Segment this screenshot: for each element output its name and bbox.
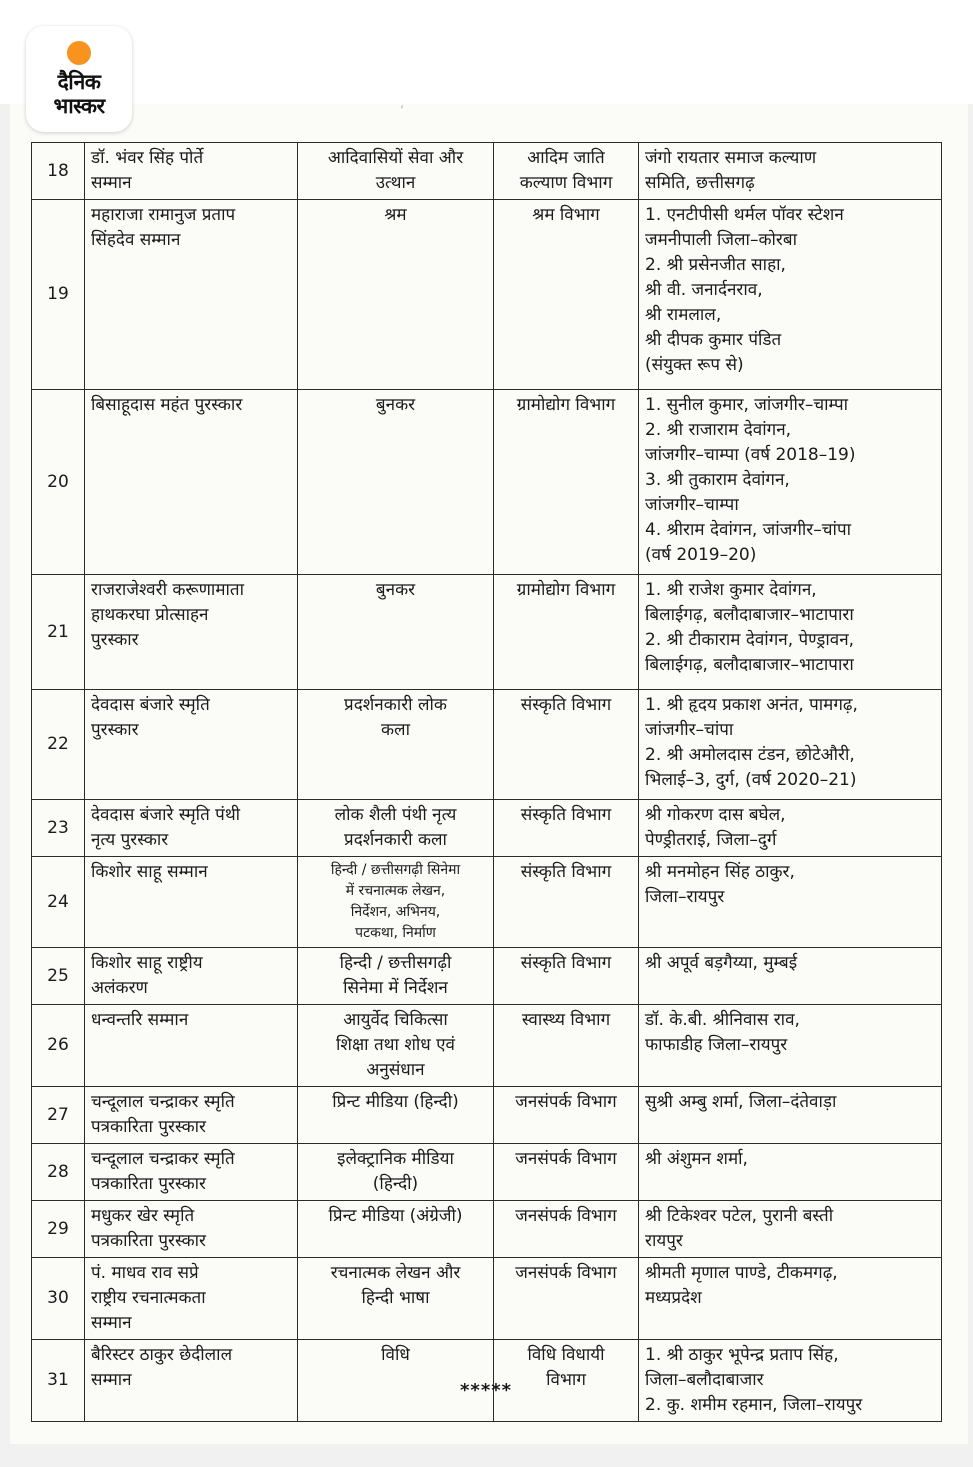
activity-field-line: आयुर्वेद चिकित्सा — [343, 1010, 448, 1030]
winners-line: श्रीमती मृणाल पाण्डे, टीकमगढ़, — [645, 1263, 838, 1283]
department — [494, 1144, 639, 1201]
department — [494, 1087, 639, 1144]
winners-line: भिलाई–3, दुर्ग, (वर्ष 2020–21) — [645, 770, 857, 790]
department — [494, 1201, 639, 1258]
activity-field — [298, 800, 494, 857]
winners-line: 2. श्री राजाराम देवांगन, — [645, 420, 792, 440]
table-row — [32, 1005, 942, 1087]
winners-line: श्री गोकरण दास बघेल, — [645, 805, 786, 825]
winners-line: 2. श्री अमोलदास टंडन, छोटेऔरी, — [645, 745, 855, 765]
activity-field — [298, 948, 494, 1005]
winners-line: बिलाईगढ़, बलौदाबाजार–भाटापारा — [645, 655, 854, 675]
department-line: श्रम विभाग — [532, 205, 600, 225]
table-row — [32, 1258, 942, 1340]
activity-field-line: उत्थान — [375, 173, 416, 193]
activity-field — [298, 690, 494, 800]
winners-line: श्री मनमोहन सिंह ठाकुर, — [645, 862, 795, 882]
winners — [639, 200, 942, 390]
winners-line: श्री टिकेश्वर पटेल, पुरानी बस्ती — [645, 1206, 834, 1226]
winners — [639, 390, 942, 575]
table-row — [32, 1087, 942, 1144]
department-line: जनसंपर्क विभाग — [515, 1149, 617, 1169]
winners-line: 1. एनटीपीसी थर्मल पॉवर स्टेशन — [645, 205, 844, 225]
department-line: विधि विधायी — [527, 1345, 605, 1365]
award-name — [85, 143, 298, 200]
department — [494, 575, 639, 690]
winners-line: (संयुक्त रूप से) — [645, 355, 744, 375]
department-line: जनसंपर्क विभाग — [515, 1206, 617, 1226]
department-line: संस्कृति विभाग — [520, 695, 612, 715]
winners — [639, 690, 942, 800]
award-name-line: अलंकरण — [91, 978, 148, 998]
serial-number: 26 — [32, 1005, 85, 1087]
serial-number: 23 — [32, 800, 85, 857]
table-row — [32, 143, 942, 200]
award-name-line: पुरस्कार — [91, 720, 139, 740]
activity-field-line: कला — [381, 720, 410, 740]
dainik-bhaskar-logo[interactable] — [26, 26, 132, 132]
award-name-line: देवदास बंजारे स्मृति — [91, 695, 210, 715]
activity-field — [298, 1144, 494, 1201]
activity-field — [298, 200, 494, 390]
logo-text-line1: दैनिक — [57, 70, 101, 94]
award-name — [85, 390, 298, 575]
award-name-line: पं. माधव राव सप्रे — [91, 1263, 199, 1283]
winners-line: 1. श्री हृदय प्रकाश अनंत, पामगढ़, — [645, 695, 858, 715]
award-name-line: राष्ट्रीय रचनात्मकता — [91, 1288, 206, 1308]
award-table — [31, 142, 942, 1422]
winners-line: मध्यप्रदेश — [645, 1288, 702, 1308]
activity-field-line: प्रिन्ट मीडिया (हिन्दी) — [332, 1092, 459, 1112]
department-line: कल्याण विभाग — [519, 173, 613, 193]
award-name-line: देवदास बंजारे स्मृति पंथी — [91, 805, 241, 825]
winners-line: बिलाईगढ़, बलौदाबाजार–भाटापारा — [645, 605, 854, 625]
department — [494, 690, 639, 800]
winners-line: 1. सुनील कुमार, जांजगीर–चाम्पा — [645, 395, 849, 415]
award-name-line: सिंहदेव सम्मान — [91, 230, 181, 250]
department — [494, 1258, 639, 1340]
table-row — [32, 1201, 942, 1258]
table-row — [32, 200, 942, 390]
award-name-line: बैरिस्टर ठाकुर छेदीलाल — [91, 1345, 233, 1365]
award-name — [85, 690, 298, 800]
winners-line: 1. श्री ठाकुर भूपेन्द्र प्रताप सिंह, — [645, 1345, 839, 1365]
winners-line: 1. श्री राजेश कुमार देवांगन, — [645, 580, 817, 600]
award-name — [85, 948, 298, 1005]
activity-field-line: प्रदर्शनकारी कला — [344, 830, 447, 850]
winners-line: जिला–रायपुर — [645, 887, 725, 907]
activity-field — [298, 143, 494, 200]
activity-field — [298, 390, 494, 575]
winners-line: फाफाडीह जिला–रायपुर — [645, 1035, 788, 1055]
activity-field-line: में रचनात्मक लेखन, — [345, 883, 446, 899]
winners-line: श्री वी. जनार्दनराव, — [645, 280, 763, 300]
winners — [639, 1005, 942, 1087]
department-line: आदिम जाति — [527, 148, 605, 168]
department — [494, 390, 639, 575]
serial-number: 18 — [32, 143, 85, 200]
department-line: जनसंपर्क विभाग — [515, 1263, 617, 1283]
department-line: विभाग — [546, 1370, 586, 1390]
award-name — [85, 1258, 298, 1340]
serial-number: 25 — [32, 948, 85, 1005]
page-marks: ‘ — [400, 104, 405, 119]
award-name-line: सम्मान — [91, 1370, 132, 1390]
winners-line: (वर्ष 2019–20) — [645, 545, 757, 565]
winners-line: श्री अपूर्व बड़गैय्या, मुम्बई — [645, 953, 798, 973]
winners — [639, 857, 942, 948]
activity-field — [298, 857, 494, 948]
activity-field-line: प्रिन्ट मीडिया (अंग्रेजी) — [328, 1206, 463, 1226]
winners-line: 2. कु. शमीम रहमान, जिला–रायपुर — [645, 1395, 863, 1415]
winners-line: जंगो रायतार समाज कल्याण — [645, 148, 817, 168]
activity-field-line: प्रदर्शनकारी लोक — [344, 695, 447, 715]
department — [494, 200, 639, 390]
winners-line: श्री रामलाल, — [645, 305, 722, 325]
activity-field-line: शिक्षा तथा शोध एवं — [336, 1035, 455, 1055]
logo-text-line2: भास्कर — [53, 94, 105, 118]
award-name-line: नृत्य पुरस्कार — [91, 830, 169, 850]
winners-line: जमनीपाली जिला–कोरबा — [645, 230, 797, 250]
activity-field-line: निर्देशन, अभिनय, — [350, 904, 441, 920]
winners-line: श्री अंशुमन शर्मा, — [645, 1149, 748, 1169]
department — [494, 800, 639, 857]
activity-field-line: बुनकर — [375, 580, 416, 600]
serial-number: 24 — [32, 857, 85, 948]
department-line: जनसंपर्क विभाग — [515, 1092, 617, 1112]
serial-number: 30 — [32, 1258, 85, 1340]
activity-field-line: श्रम — [384, 205, 407, 225]
award-name-line: महाराजा रामानुज प्रताप — [91, 205, 236, 225]
winners — [639, 948, 942, 1005]
table-row — [32, 690, 942, 800]
activity-field-line: पटकथा, निर्माण — [355, 925, 436, 941]
activity-field — [298, 1258, 494, 1340]
activity-field-line: बुनकर — [375, 395, 416, 415]
award-name-line: किशोर साहू सम्मान — [91, 862, 208, 882]
serial-number: 29 — [32, 1201, 85, 1258]
award-name — [85, 575, 298, 690]
winners-line: 3. श्री तुकाराम देवांगन, — [645, 470, 790, 490]
department-line: संस्कृति विभाग — [520, 805, 612, 825]
award-name-line: बिसाहूदास महंत पुरस्कार — [91, 395, 243, 415]
winners-line: 2. श्री टीकाराम देवांगन, पेण्ड्रावन, — [645, 630, 855, 650]
department — [494, 1340, 639, 1422]
award-name-line: धन्वन्तरि सम्मान — [91, 1010, 189, 1030]
department — [494, 1005, 639, 1087]
award-name-line: पत्रकारिता पुरस्कार — [91, 1231, 206, 1251]
award-name-line: पत्रकारिता पुरस्कार — [91, 1117, 206, 1137]
end-marker: ***** — [460, 1380, 513, 1401]
winners — [639, 1258, 942, 1340]
winners — [639, 1144, 942, 1201]
activity-field — [298, 1201, 494, 1258]
award-name-line: पुरस्कार — [91, 630, 139, 650]
activity-field-line: इलेक्ट्रानिक मीडिया — [337, 1149, 454, 1169]
table-row — [32, 857, 942, 948]
table-row — [32, 800, 942, 857]
activity-field — [298, 1087, 494, 1144]
winners-line: पेण्ड्रीतराई, जिला–दुर्ग — [645, 830, 777, 850]
activity-field-line: (हिन्दी) — [372, 1174, 419, 1194]
serial-number: 31 — [32, 1340, 85, 1422]
serial-number: 19 — [32, 200, 85, 390]
department-line: ग्रामोद्योग विभाग — [516, 580, 616, 600]
winners — [639, 1340, 942, 1422]
serial-number: 20 — [32, 390, 85, 575]
department — [494, 857, 639, 948]
winners-line: जांजगीर–चाम्पा — [645, 495, 739, 515]
award-name-line: मधुकर खेर स्मृति — [91, 1206, 195, 1226]
award-name — [85, 1201, 298, 1258]
activity-field-line: विधि — [381, 1345, 410, 1365]
activity-field-line: लोक शैली पंथी नृत्य — [334, 805, 457, 825]
activity-field — [298, 575, 494, 690]
award-name-line: सम्मान — [91, 1313, 132, 1333]
department — [494, 948, 639, 1005]
department-line: स्वास्थ्य विभाग — [521, 1010, 611, 1030]
winners-line: सुश्री अम्बु शर्मा, जिला–दंतेवाड़ा — [645, 1092, 837, 1112]
department-line: ग्रामोद्योग विभाग — [516, 395, 616, 415]
award-name — [85, 857, 298, 948]
activity-field-line: आदिवासियों सेवा और — [327, 148, 464, 168]
activity-field-line: रचनात्मक लेखन और — [330, 1263, 461, 1283]
award-name-line: हाथकरघा प्रोत्साहन — [91, 605, 209, 625]
serial-number: 22 — [32, 690, 85, 800]
winners — [639, 575, 942, 690]
winners — [639, 143, 942, 200]
winners — [639, 1087, 942, 1144]
winners-line: रायपुर — [645, 1231, 683, 1251]
award-name — [85, 1144, 298, 1201]
winners-line: 2. श्री प्रसेनजीत साहा, — [645, 255, 786, 275]
sun-icon — [67, 41, 91, 65]
activity-field-line: हिन्दी / छत्तीसगढ़ी सिनेमा — [330, 862, 461, 878]
department — [494, 143, 639, 200]
department-line: संस्कृति विभाग — [520, 862, 612, 882]
award-name — [85, 1005, 298, 1087]
serial-number: 21 — [32, 575, 85, 690]
award-name-line: चन्दूलाल चन्द्राकर स्मृति — [91, 1092, 235, 1112]
activity-field — [298, 1005, 494, 1087]
award-name-line: सम्मान — [91, 173, 132, 193]
winners-line: जांजगीर–चांपा — [645, 720, 734, 740]
award-name-line: किशोर साहू राष्ट्रीय — [91, 953, 203, 973]
award-name-line: पत्रकारिता पुरस्कार — [91, 1174, 206, 1194]
table-row — [32, 948, 942, 1005]
serial-number: 27 — [32, 1087, 85, 1144]
table-row — [32, 1144, 942, 1201]
activity-field-line: सिनेमा में निर्देशन — [343, 978, 448, 998]
winners — [639, 1201, 942, 1258]
award-name-line: डॉ. भंवर सिंह पोर्ते — [91, 148, 204, 168]
department-line: संस्कृति विभाग — [520, 953, 612, 973]
serial-number: 28 — [32, 1144, 85, 1201]
winners — [639, 800, 942, 857]
winners-line: समिति, छत्तीसगढ़ — [645, 173, 755, 193]
top-bar — [0, 0, 973, 104]
award-name — [85, 1340, 298, 1422]
activity-field-line: हिन्दी भाषा — [361, 1288, 430, 1308]
activity-field-line: अनुसंधान — [366, 1060, 425, 1080]
winners-line: श्री दीपक कुमार पंडित — [645, 330, 782, 350]
table-row — [32, 390, 942, 575]
award-name — [85, 200, 298, 390]
winners-line: डॉ. के.बी. श्रीनिवास राव, — [645, 1010, 800, 1030]
winners-line: 4. श्रीराम देवांगन, जांजगीर–चांपा — [645, 520, 851, 540]
award-name-line: राजराजेश्वरी करूणामाता — [91, 580, 244, 600]
award-name-line: चन्दूलाल चन्द्राकर स्मृति — [91, 1149, 235, 1169]
winners-line: जिला–बलौदाबाजार — [645, 1370, 764, 1390]
table-row — [32, 575, 942, 690]
award-name — [85, 800, 298, 857]
activity-field-line: हिन्दी / छत्तीसगढ़ी — [339, 953, 452, 973]
winners-line: जांजगीर–चाम्पा (वर्ष 2018–19) — [645, 445, 856, 465]
award-name — [85, 1087, 298, 1144]
